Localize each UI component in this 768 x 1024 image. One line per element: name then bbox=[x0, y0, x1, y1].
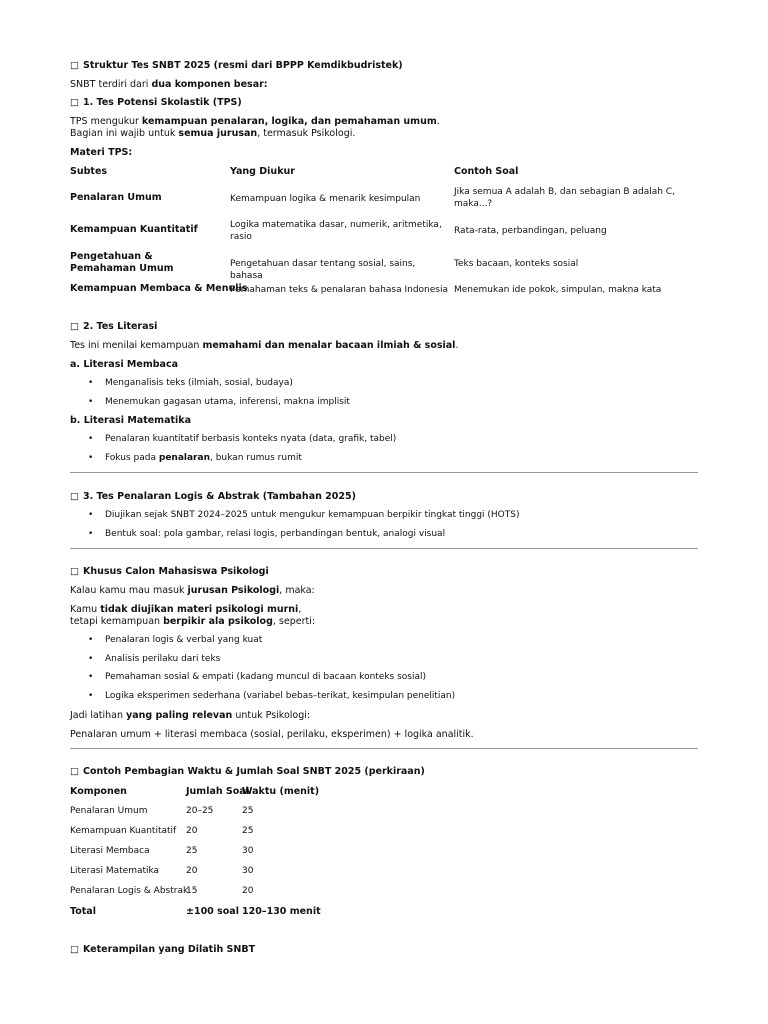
text: , maka: bbox=[279, 585, 315, 596]
table-cell-subtes: Pengetahuan & Pemahaman Umum bbox=[70, 251, 174, 274]
table-cell: Penalaran Umum bbox=[70, 806, 148, 816]
table-cell-diukur: Kemampuan logika & menarik kesimpulan bbox=[230, 194, 421, 204]
text: , seperti: bbox=[272, 616, 316, 627]
list-item: Penalaran kuantitatif berbasis konteks nyata (data, grafik, tabel) bbox=[105, 434, 397, 444]
list-item: Analisis perilaku dari teks bbox=[105, 654, 221, 664]
text-bold: semua jurusan bbox=[178, 128, 258, 139]
bullet-icon: • bbox=[88, 529, 94, 539]
list-item: Bentuk soal: pola gambar, relasi logis, perbandingan bentuk, analogi visual bbox=[105, 529, 446, 539]
section-title-waktu bbox=[70, 766, 425, 778]
text-bold: yang paling relevan bbox=[126, 710, 233, 721]
text: TPS mengukur bbox=[70, 116, 142, 127]
text-bold: tidak diujikan materi psikologi murni bbox=[100, 604, 299, 615]
table-total-cell: ±100 soal bbox=[186, 906, 239, 917]
table-header-subtes: Subtes bbox=[70, 166, 108, 177]
psikologi-paragraph-1 bbox=[70, 585, 315, 597]
text: Tes ini menilai kemampuan bbox=[70, 340, 203, 351]
text: , termasuk Psikologi. bbox=[257, 128, 356, 139]
table-header-komponen: Komponen bbox=[70, 786, 127, 797]
table-cell: 20 bbox=[242, 886, 254, 896]
table-header-waktu: Waktu (menit) bbox=[242, 786, 320, 797]
table-header-diukur: Yang Diukur bbox=[230, 166, 295, 177]
text-bold: kemampuan penalaran, logika, dan pemahaman umum bbox=[141, 116, 437, 127]
section-title-text: 1. Tes Potensi Skolastik (TPS) bbox=[82, 97, 242, 108]
literasi-paragraph bbox=[70, 340, 458, 352]
table-cell: 30 bbox=[242, 866, 254, 876]
text: , bukan rumus rumit bbox=[209, 453, 302, 463]
missing-glyph-icon: □ bbox=[70, 60, 79, 71]
table-cell-diukur: Logika matematika dasar, numerik, aritmetika, rasio bbox=[230, 220, 442, 242]
table-cell: 20 bbox=[186, 826, 198, 836]
text: , bbox=[298, 604, 302, 615]
missing-glyph-icon: □ bbox=[70, 566, 79, 577]
list-item: Menemukan gagasan utama, inferensi, makna implisit bbox=[105, 397, 350, 407]
table-cell-contoh: Rata-rata, perbandingan, peluang bbox=[454, 226, 607, 236]
text: Jadi latihan bbox=[70, 710, 127, 721]
bullet-icon: • bbox=[88, 635, 94, 645]
section-title-text: Struktur Tes SNBT 2025 (resmi dari BPPP Kemdikbudristek) bbox=[82, 60, 403, 71]
tps-paragraph-1 bbox=[70, 116, 440, 128]
table-header-contoh: Contoh Soal bbox=[454, 166, 519, 177]
table-cell-diukur: Pengetahuan dasar tentang sosial, sains, bahasa bbox=[230, 259, 416, 281]
text: untuk Psikologi: bbox=[232, 710, 311, 721]
section-title-psikologi bbox=[70, 566, 269, 578]
list-item: Pemahaman sosial & empati (kadang muncul di bacaan konteks sosial) bbox=[105, 672, 427, 682]
text-bold: berpikir ala psikolog bbox=[163, 616, 273, 627]
text: . bbox=[436, 116, 440, 127]
section-title-keterampilan bbox=[70, 944, 255, 956]
table-total-cell: Total bbox=[70, 906, 96, 917]
divider bbox=[70, 472, 698, 473]
text: . bbox=[455, 340, 459, 351]
divider bbox=[70, 548, 698, 549]
table-cell-contoh: Jika semua A adalah B, dan sebagian B adalah C, maka...? bbox=[454, 187, 675, 209]
section-title-text: Keterampilan yang Dilatih SNBT bbox=[82, 944, 256, 955]
list-item bbox=[105, 453, 302, 463]
table-cell-contoh: Menemukan ide pokok, simpulan, makna kata bbox=[454, 285, 662, 295]
table-cell: 25 bbox=[186, 846, 198, 856]
bullet-icon: • bbox=[88, 378, 94, 388]
missing-glyph-icon: □ bbox=[70, 321, 79, 332]
psikologi-paragraph-4 bbox=[70, 710, 310, 722]
intro-paragraph bbox=[70, 79, 268, 91]
bullet-icon: • bbox=[88, 654, 94, 664]
bullet-icon: • bbox=[88, 672, 94, 682]
table-cell-diukur: Pemahaman teks & penalaran bahasa Indonesia bbox=[230, 285, 448, 295]
section-title-struktur bbox=[70, 60, 403, 72]
text: Bagian ini wajib untuk bbox=[70, 128, 179, 139]
missing-glyph-icon: □ bbox=[70, 766, 79, 777]
text: Fokus pada bbox=[105, 453, 159, 463]
section-title-literasi bbox=[70, 321, 157, 333]
table-cell: 25 bbox=[242, 826, 254, 836]
table-cell: 25 bbox=[242, 806, 254, 816]
list-item: Menganalisis teks (ilmiah, sosial, budaya) bbox=[105, 378, 293, 388]
table-cell-subtes: Kemampuan Membaca & Menulis bbox=[70, 283, 248, 294]
psikologi-paragraph-2 bbox=[70, 604, 301, 616]
table-total-cell: 120–130 menit bbox=[242, 906, 321, 917]
text: Kamu bbox=[70, 604, 101, 615]
missing-glyph-icon: □ bbox=[70, 491, 79, 502]
table-cell: Penalaran Logis & Abstrak bbox=[70, 886, 189, 896]
text: Kalau kamu mau masuk bbox=[70, 585, 188, 596]
list-item: Diujikan sejak SNBT 2024–2025 untuk mengukur kemampuan berpikir tingkat tinggi (HOTS) bbox=[105, 510, 520, 520]
table-cell: Kemampuan Kuantitatif bbox=[70, 826, 177, 836]
table-cell-subtes: Penalaran Umum bbox=[70, 192, 162, 203]
table-cell: 20 bbox=[186, 866, 198, 876]
psikologi-paragraph-5: Penalaran umum + literasi membaca (sosial, perilaku, eksperimen) + logika analitik. bbox=[70, 729, 474, 740]
bullet-icon: • bbox=[88, 510, 94, 520]
table-cell: 15 bbox=[186, 886, 198, 896]
text-bold: memahami dan menalar bacaan ilmiah & sosial bbox=[202, 340, 456, 351]
section-title-text: 3. Tes Penalaran Logis & Abstrak (Tambahan 2025) bbox=[82, 491, 356, 502]
list-item: Logika eksperimen sederhana (variabel bebas–terikat, kesimpulan penelitian) bbox=[105, 691, 456, 701]
psikologi-paragraph-3 bbox=[70, 616, 315, 628]
section-title-text: 2. Tes Literasi bbox=[82, 321, 158, 332]
missing-glyph-icon: □ bbox=[70, 944, 79, 955]
table-cell: 20–25 bbox=[186, 806, 214, 816]
section-title-text: Khusus Calon Mahasiswa Psikologi bbox=[82, 566, 269, 577]
literasi-membaca-heading: a. Literasi Membaca bbox=[70, 359, 178, 370]
bullet-icon: • bbox=[88, 691, 94, 701]
list-item: Penalaran logis & verbal yang kuat bbox=[105, 635, 263, 645]
intro-text: SNBT terdiri dari bbox=[70, 79, 152, 90]
text-bold: penalaran bbox=[158, 453, 210, 463]
text: tetapi kemampuan bbox=[70, 616, 164, 627]
missing-glyph-icon: □ bbox=[70, 97, 79, 108]
divider bbox=[70, 748, 698, 749]
literasi-matematika-heading: b. Literasi Matematika bbox=[70, 415, 192, 426]
bullet-icon: • bbox=[88, 397, 94, 407]
intro-bold: dua komponen besar: bbox=[151, 79, 268, 90]
table-cell: 30 bbox=[242, 846, 254, 856]
table-cell: Literasi Matematika bbox=[70, 866, 160, 876]
bullet-icon: • bbox=[88, 434, 94, 444]
table-header-jumlah: Jumlah Soal bbox=[186, 786, 249, 797]
table-cell-contoh: Teks bacaan, konteks sosial bbox=[454, 259, 579, 269]
text-bold: jurusan Psikologi bbox=[187, 585, 280, 596]
materi-tps-heading: Materi TPS: bbox=[70, 147, 133, 158]
bullet-icon: • bbox=[88, 453, 94, 463]
section-title-tps bbox=[70, 97, 242, 109]
section-title-penalaran bbox=[70, 491, 356, 503]
table-cell: Literasi Membaca bbox=[70, 846, 150, 856]
tps-paragraph-2 bbox=[70, 128, 355, 140]
table-cell-subtes: Kemampuan Kuantitatif bbox=[70, 224, 198, 235]
section-title-text: Contoh Pembagian Waktu & Jumlah Soal SNBT 2025 (perkiraan) bbox=[82, 766, 425, 777]
